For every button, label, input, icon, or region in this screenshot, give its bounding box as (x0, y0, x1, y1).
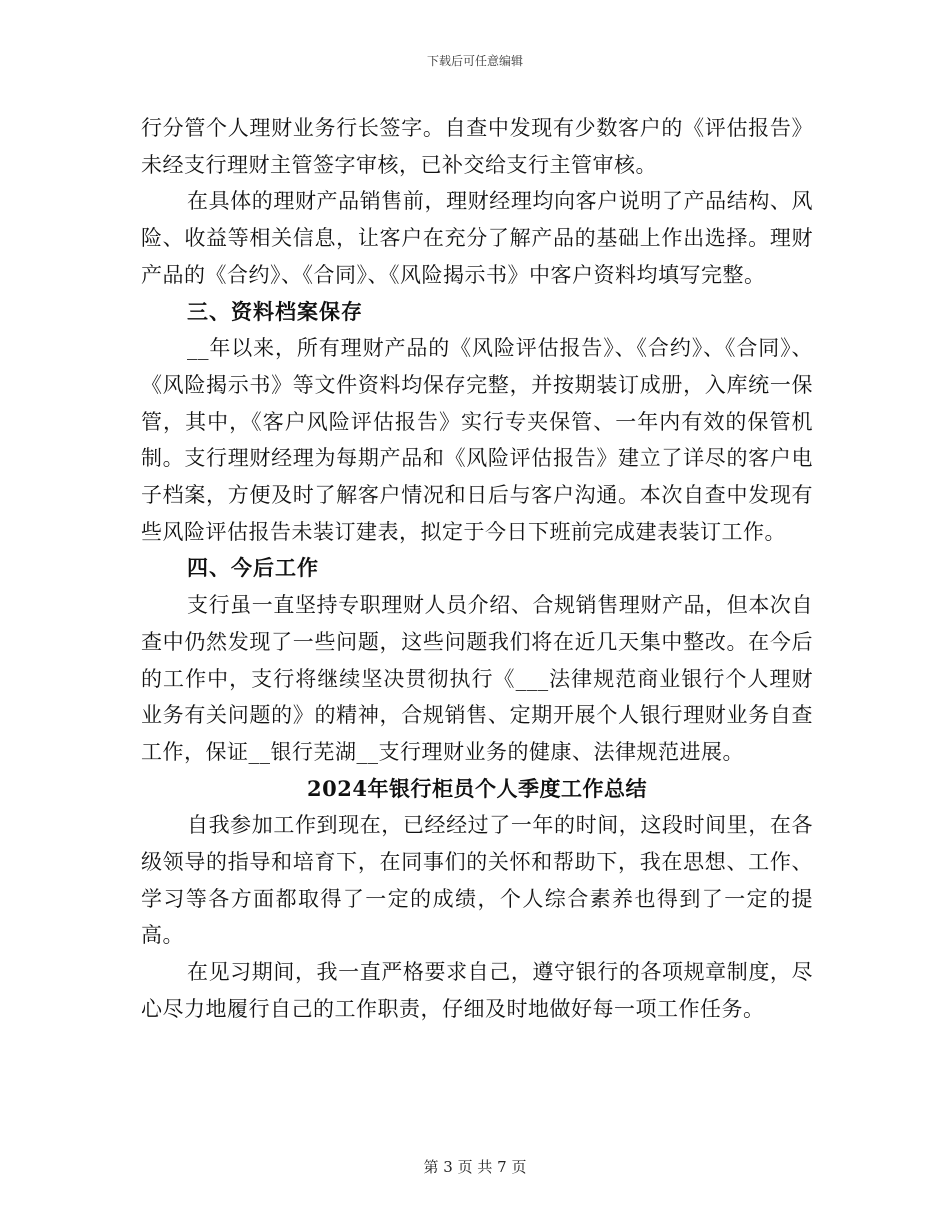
document-title: 2024年银行柜员个人季度工作总结 (307, 775, 647, 801)
paragraph-approval-review: 行分管个人理财业务行长签字。自查中发现有少数客户的《评估报告》未经支行理财主管签字审核，已补交给支行主管审核。 (141, 116, 813, 177)
paragraph-future-work: 支行虽一直坚持专职理财人员介绍、合规销售理财产品，但本次自查中仍然发现了一些问题，这些问题我们将在近几天集中整改。在今后的工作中，支行将继续坚决贯彻执行《___法律规范商业银行个人理财业务有关问题的》的精神，合规销售、定期开展个人银行理财业务自查工作，保证__银行芜湖__支行理财业务的健康、法律规范进展。 (141, 593, 813, 764)
document-body (141, 110, 813, 1028)
paragraph-product-sales: 在具体的理财产品销售前，理财经理均向客户说明了产品结构、风险、收益等相关信息，让客户在充分了解产品的基础上作出选择。理财产品的《合约》、《合同》、《风险揭示书》中客户资料均填写完整。 (141, 189, 813, 287)
page-header-note: 下载后可任意编辑 (426, 54, 523, 68)
section-heading-archive: 三、资料档案保存 (187, 298, 363, 324)
paragraph-internship: 在见习期间，我一直严格要求自己，遵守银行的各项规章制度，尽心尽力地履行自己的工作职责，仔细及时地做好每一项工作任务。 (141, 960, 813, 1021)
page-number: 第 3 页 共 7 页 (423, 1158, 527, 1176)
paragraph-archive: __年以来，所有理财产品的《风险评估报告》、《合约》、《合同》、《风险揭示书》等文件资料均保存完整，并按期装订成册，入库统一保管，其中，《客户风险评估报告》实行专夹保管、一年内有效的保管机制。支行理财经理为每期产品和《风险评估报告》建立了详尽的客户电子档案，方便及时了解客户情况和日后与客户沟通。本次自查中发现有些风险评估报告未装订建表，拟定于今日下班前完成建表装订工作。 (141, 336, 813, 544)
section-heading-future-work: 四、今后工作 (187, 555, 319, 581)
paragraph-intro: 自我参加工作到现在，已经经过了一年的时间，这段时间里，在各级领导的指导和培育下，在同事们的关怀和帮助下，我在思想、工作、学习等各方面都取得了一定的成绩，个人综合素养也得到了一定的提高。 (141, 813, 813, 948)
